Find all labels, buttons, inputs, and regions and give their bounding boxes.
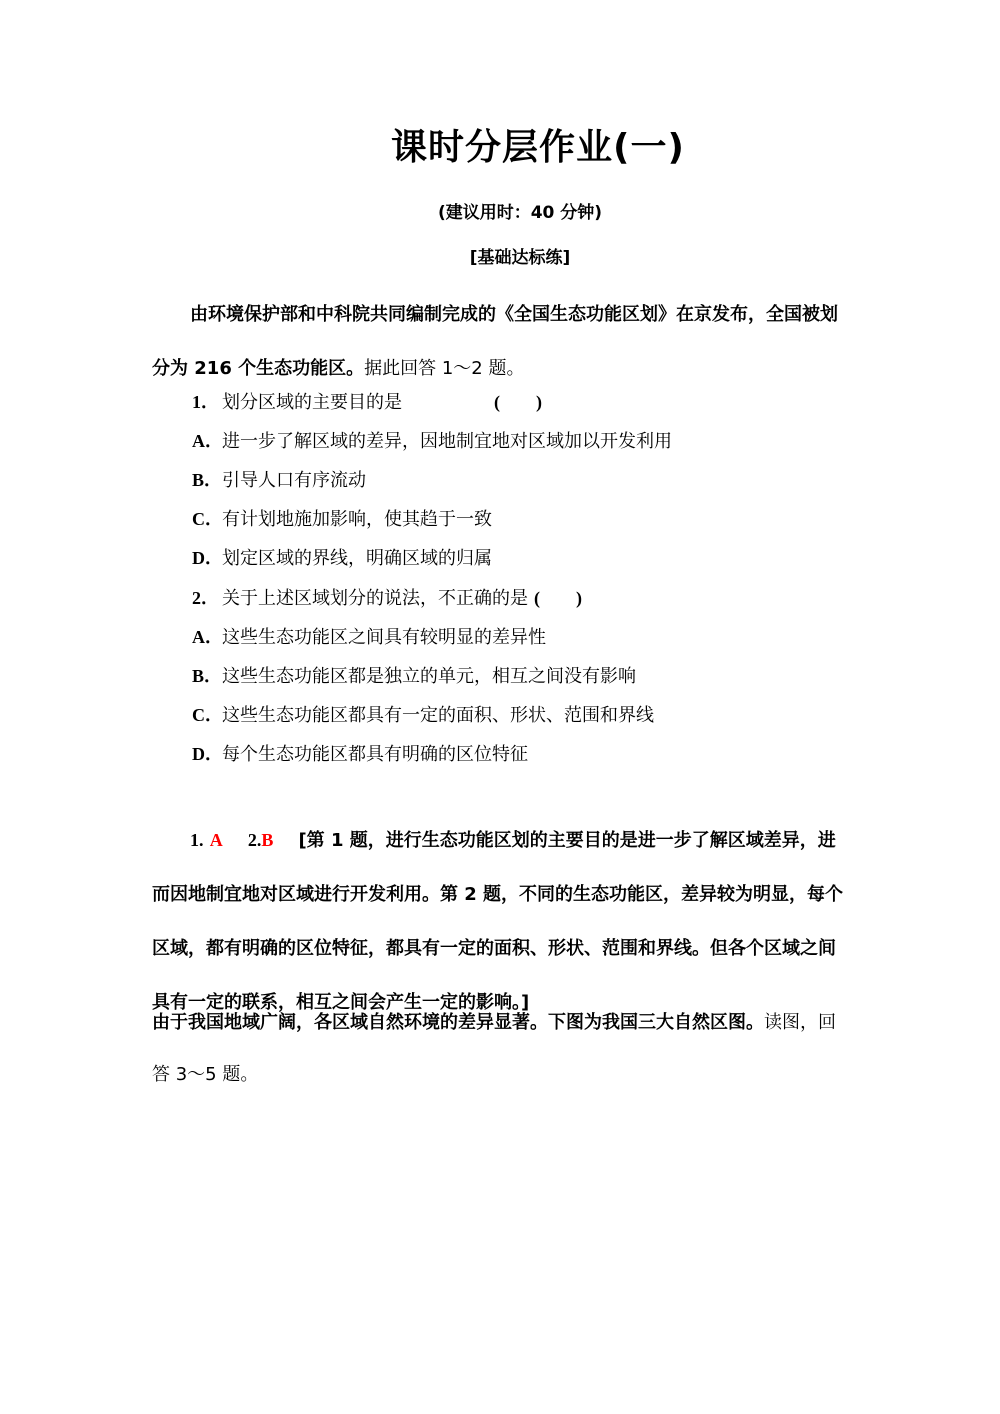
option-label: B． xyxy=(192,666,223,686)
option-label: D． xyxy=(192,548,223,568)
option-text: 进一步了解区域的差异，因地制宜地对区域加以开发利用 xyxy=(222,431,672,452)
intro-2-normal: 读图，回答 3～5 题。 xyxy=(152,1012,836,1085)
question-2-option-c xyxy=(192,701,654,730)
option-text: 有计划地施加影响，使其趋于一致 xyxy=(222,509,492,530)
question-2-option-d xyxy=(192,740,528,769)
question-text: 划分区域的主要目的是 xyxy=(222,392,402,413)
section-label: [基础达标练] xyxy=(469,248,571,268)
intro-paragraph-1 xyxy=(152,288,852,396)
question-2-option-a xyxy=(192,623,546,652)
suggested-time: (建议用时：40 分钟) xyxy=(437,203,603,223)
option-label: C． xyxy=(192,509,223,529)
option-text: 划定区域的界线，明确区域的归属 xyxy=(222,548,492,569)
question-1-option-c xyxy=(192,505,492,534)
option-label: B． xyxy=(192,470,223,490)
question-1-option-d xyxy=(192,544,492,573)
question-1-option-b xyxy=(192,466,366,495)
option-label: D． xyxy=(192,744,223,764)
answer-1-letter: A xyxy=(209,830,223,850)
intro-1-bold: 由环境保护部和中科院共同编制完成的《全国生态功能区划》在京发布，全国被划分为 216 个生态功能区。 xyxy=(152,304,838,379)
option-text: 这些生态功能区都具有一定的面积、形状、范围和界线 xyxy=(222,705,654,726)
option-label: A． xyxy=(192,627,223,647)
question-2-option-b xyxy=(192,662,636,691)
explanation-text: [第 1 题，进行生态功能区划的主要目的是进一步了解区域差异，进而因地制宜地对区域进行开发利用。第 2 题，不同的生态功能区，差异较为明显，每个区域，都有明确的区位特征，都具有一定的面积、形状、范围和界线。但各个区域之间具有一定的联系，相互之间会产生一定的影响。] xyxy=(152,830,844,1013)
answer-blank: ( ) xyxy=(494,392,542,412)
answer-2-letter: B xyxy=(261,830,274,850)
intro-1-normal: 据此回答 1～2 题。 xyxy=(364,358,525,379)
question-1-stem xyxy=(192,388,542,417)
option-text: 这些生态功能区都是独立的单元，相互之间没有影响 xyxy=(222,666,636,687)
answer-1-number: 1. xyxy=(190,830,204,850)
question-text: 关于上述区域划分的说法，不正确的是 xyxy=(222,588,528,609)
option-text: 引导人口有序流动 xyxy=(222,470,366,491)
question-number: 2． xyxy=(192,588,219,608)
question-2-stem xyxy=(192,584,582,613)
answer-blank: ( ) xyxy=(534,588,582,608)
intro-2-bold: 由于我国地域广阔，各区域自然环境的差异显著。下图为我国三大自然区图。 xyxy=(152,1012,764,1033)
question-1-option-a xyxy=(192,427,672,456)
option-label: C． xyxy=(192,705,223,725)
page-title: 课时分层作业(一) xyxy=(391,127,685,168)
option-text: 每个生态功能区都具有明确的区位特征 xyxy=(222,744,528,765)
option-label: A． xyxy=(192,431,223,451)
question-number: 1． xyxy=(192,392,219,412)
intro-paragraph-2 xyxy=(152,997,852,1101)
option-text: 这些生态功能区之间具有较明显的差异性 xyxy=(222,627,546,648)
answer-2-number: 2. xyxy=(247,830,262,850)
